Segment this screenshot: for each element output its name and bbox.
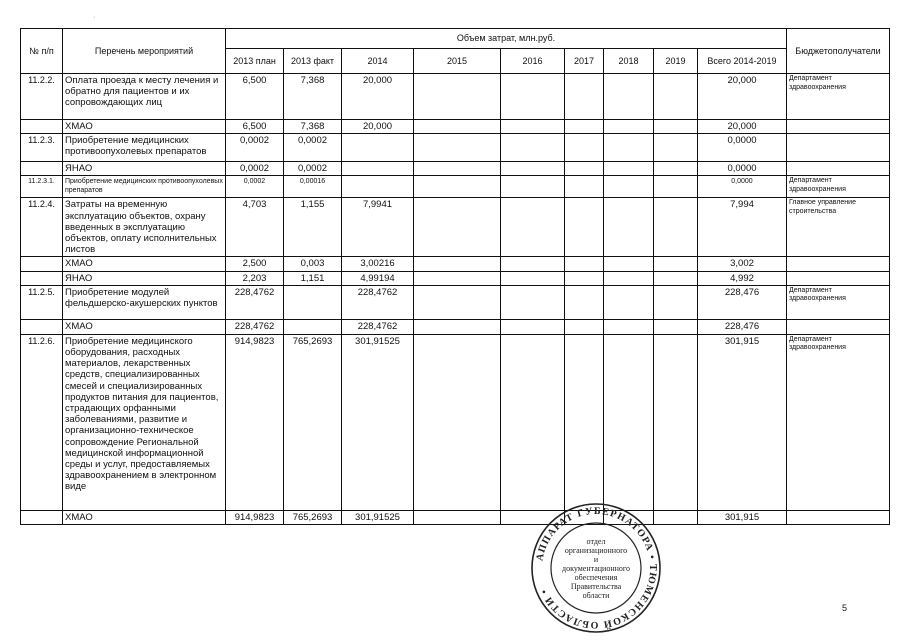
- cell-total: 228,476: [698, 319, 787, 334]
- table-row: [21, 176, 890, 198]
- cell-2013-plan: 0,0002: [226, 134, 284, 162]
- table-row: [21, 319, 890, 334]
- cell-total: 301,915: [698, 510, 787, 524]
- cell-2013-plan: 2,203: [226, 271, 284, 285]
- scan-mark: ·: [93, 14, 96, 21]
- cell-total: 4,992: [698, 271, 787, 285]
- cell-2013-fact: 0,0002: [284, 162, 342, 176]
- cell-2013-plan: 914,9823: [226, 510, 284, 524]
- header-2014: 2014: [342, 49, 414, 74]
- row-name: Приобретение модулей фельдшерско-акушерских пунктов: [63, 285, 226, 319]
- svg-text:организационного: организационного: [564, 546, 628, 555]
- cell-2013-plan: 0,0002: [226, 176, 284, 198]
- header-beneficiary: Бюджетополучатели: [787, 29, 890, 74]
- cell-2013-fact: 0,0002: [284, 134, 342, 162]
- cell-2013-fact: 765,2693: [284, 510, 342, 524]
- svg-text:отдел: отдел: [586, 537, 606, 546]
- cell-2014: 20,000: [342, 74, 414, 120]
- row-name: ЯНАО: [63, 162, 226, 176]
- cell-2014: 3,00216: [342, 257, 414, 271]
- row-code: 11.2.5.: [21, 285, 63, 319]
- cell-2013-plan: 914,9823: [226, 334, 284, 510]
- cell-2013-fact: 7,368: [284, 74, 342, 120]
- row-name: ЯНАО: [63, 271, 226, 285]
- cell-2013-plan: 228,4762: [226, 285, 284, 319]
- cell-2013-plan: 2,500: [226, 257, 284, 271]
- cell-2014: 20,000: [342, 120, 414, 134]
- cell-2013-plan: 228,4762: [226, 319, 284, 334]
- cell-total: 20,000: [698, 120, 787, 134]
- cell-2013-plan: 4,703: [226, 198, 284, 257]
- row-name: Приобретение медицинских противоопухолевых препаратов: [63, 176, 226, 198]
- header-2013-fact: 2013 факт: [284, 49, 342, 74]
- cell-beneficiary: Департамент здравоохранения: [787, 334, 890, 510]
- cell-2013-plan: 0,0002: [226, 162, 284, 176]
- table-row: [21, 198, 890, 257]
- header-2013-plan: 2013 план: [226, 49, 284, 74]
- cell-2013-fact: 765,2693: [284, 334, 342, 510]
- row-name: ХМАО: [63, 257, 226, 271]
- table-row: [21, 162, 890, 176]
- svg-text:АППАРАТ ГУБЕРНАТОРА • ТЮМЕНСКО: АППАРАТ ГУБЕРНАТОРА • ТЮМЕНСКОЙ ОБЛАСТИ •: [534, 505, 659, 631]
- row-code: 11.2.3.: [21, 134, 63, 162]
- row-name: Приобретение медицинских противоопухолевых препаратов: [63, 134, 226, 162]
- cell-2014: 4,99194: [342, 271, 414, 285]
- cell-total: 0,0000: [698, 176, 787, 198]
- table-row: [21, 271, 890, 285]
- row-name: Приобретение медицинского оборудования, расходных материалов, лекарственных средств, специализированных смесей и специализированных продуктов питания для пациентов, страдающих орфанными заболеваниями, развитие и организационно-техническое сопровождение Региональной медицинской информационной среды и услуг, предоставляемых здравоохранением в электронном виде: [63, 334, 226, 510]
- cell-2013-fact: 0,00016: [284, 176, 342, 198]
- table-row: [21, 510, 890, 524]
- svg-text:и: и: [593, 555, 599, 564]
- cell-2014: [342, 162, 414, 176]
- table-row: [21, 334, 890, 510]
- cell-total: 20,000: [698, 74, 787, 120]
- table-row: [21, 285, 890, 319]
- cell-2014: 301,91525: [342, 510, 414, 524]
- cell-2014: [342, 176, 414, 198]
- svg-text:обеспечения: обеспечения: [574, 573, 618, 582]
- svg-text:Правительства: Правительства: [570, 582, 622, 591]
- row-name: ХМАО: [63, 319, 226, 334]
- header-costs: Объем затрат, млн.руб.: [226, 29, 787, 49]
- row-name: ХМАО: [63, 510, 226, 524]
- row-code: 11.2.6.: [21, 334, 63, 510]
- row-code: 11.2.2.: [21, 74, 63, 120]
- cell-total: 0,0000: [698, 162, 787, 176]
- header-total: Всего 2014-2019: [698, 49, 787, 74]
- cell-2013-plan: 6,500: [226, 74, 284, 120]
- cell-beneficiary: Главное управление строительства: [787, 198, 890, 257]
- cell-total: 3,002: [698, 257, 787, 271]
- header-2017: 2017: [565, 49, 604, 74]
- row-code: 11.2.3.1.: [21, 176, 63, 198]
- table-row: [21, 134, 890, 162]
- cell-total: 228,476: [698, 285, 787, 319]
- cell-2014: 7,9941: [342, 198, 414, 257]
- page-number: 5: [841, 603, 847, 613]
- cell-2013-fact: 1,155: [284, 198, 342, 257]
- cell-total: 301,915: [698, 334, 787, 510]
- cell-2013-plan: 6,500: [226, 120, 284, 134]
- cell-2014: 228,4762: [342, 285, 414, 319]
- header-2019: 2019: [654, 49, 698, 74]
- cell-beneficiary: Департамент здравоохранения: [787, 74, 890, 120]
- table-row: [21, 120, 890, 134]
- cell-2014: [342, 134, 414, 162]
- cell-beneficiary: Департамент здравоохранения: [787, 176, 890, 198]
- cell-total: 0,0000: [698, 134, 787, 162]
- row-code: 11.2.4.: [21, 198, 63, 257]
- official-stamp: [528, 500, 664, 636]
- cell-beneficiary: Департамент здравоохранения: [787, 285, 890, 319]
- cell-total: 7,994: [698, 198, 787, 257]
- row-name: Оплата проезда к месту лечения и обратно для пациентов и их сопровождающих лиц: [63, 74, 226, 120]
- header-2015: 2015: [414, 49, 501, 74]
- cell-2013-fact: 1,151: [284, 271, 342, 285]
- expenditure-table: [20, 28, 890, 525]
- cell-2013-fact: [284, 285, 342, 319]
- svg-text:документационного: документационного: [562, 564, 630, 573]
- cell-2013-fact: 0,003: [284, 257, 342, 271]
- header-num: № п/п: [21, 29, 63, 74]
- cell-2013-fact: [284, 319, 342, 334]
- header-2018: 2018: [604, 49, 654, 74]
- header-list: Перечень мероприятий: [63, 29, 226, 74]
- table-row: [21, 74, 890, 120]
- svg-text:области: области: [582, 591, 610, 600]
- row-name: ХМАО: [63, 120, 226, 134]
- cell-2014: 301,91525: [342, 334, 414, 510]
- row-name: Затраты на временную эксплуатацию объектов, охрану введенных в эксплуатацию объектов, оплату исполнительных листов: [63, 198, 226, 257]
- header-2016: 2016: [501, 49, 565, 74]
- cell-2014: 228,4762: [342, 319, 414, 334]
- table-row: [21, 257, 890, 271]
- cell-2013-fact: 7,368: [284, 120, 342, 134]
